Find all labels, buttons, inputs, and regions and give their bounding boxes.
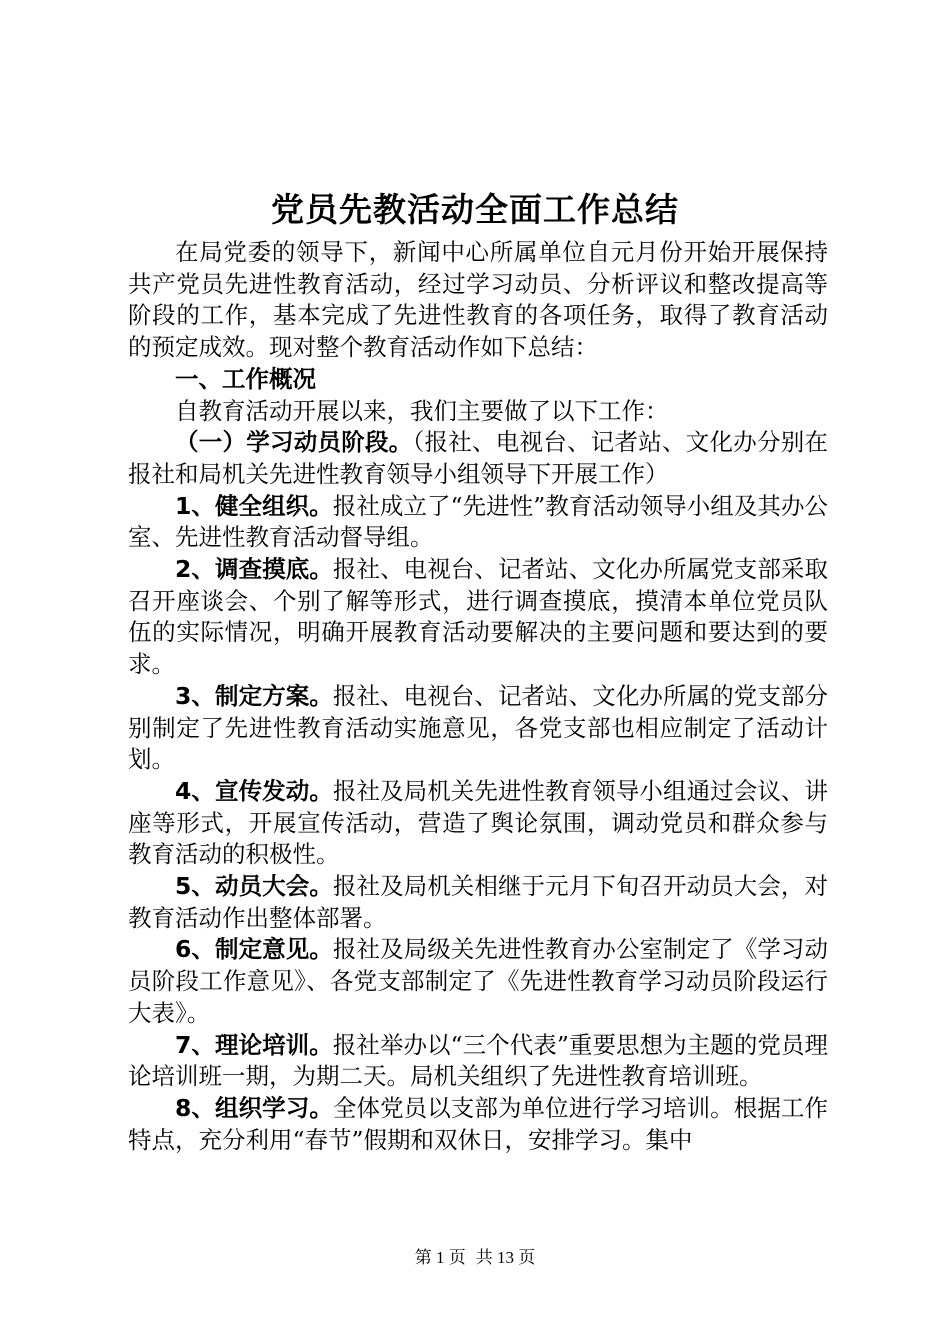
paragraph-text: 全体党员以支部为单位进行学习培训。根据工作特点，充分利用“春节”假期和双休日，安排学习。集中 (128, 1093, 828, 1154)
list-item (128, 554, 828, 681)
page-footer (0, 1243, 950, 1268)
paragraph-text: 报社及局机关相继于元月下旬召开动员大会，对教育活动作出整体部署。 (128, 872, 828, 932)
list-item (128, 1030, 828, 1093)
paragraph (128, 396, 828, 428)
list-item (128, 776, 828, 871)
paragraph-lead: 7、理论培训。 (175, 1030, 333, 1059)
list-item (128, 681, 828, 776)
paragraph-text: 报社及局机关先进性教育领导小组通过会议、讲座等形式，开展宣传活动，营造了舆论氛围，调动党员和群众参与教育活动的积极性。 (128, 776, 828, 869)
list-item (128, 871, 828, 934)
document-title: 党员先教活动全面工作总结 (271, 190, 679, 229)
paragraph-lead: 8、组织学习。 (175, 1093, 333, 1122)
paragraph-text: 报社、电视台、记者站、文化办所属党支部采取召开座谈会、个别了解等形式，进行调查摸底，摸清本单位党员队伍的实际情况，明确开展教育活动要解决的主要问题和要达到的要求。 (128, 555, 828, 679)
paragraph-text: 在局党委的领导下，新闻中心所属单位自元月份开始开展保持共产党员先进性教育活动，经过学习动员、分析评议和整改提高等阶段的工作，基本完成了先进性教育的各项任务，取得了教育活动的预定成效。现对整个教育活动作如下总结： (128, 238, 828, 362)
paragraph-lead: （一）学习动员阶段。 (175, 428, 413, 457)
paragraph-text: 报社举办以“三个代表”重要思想为主题的党员理论培训班一期，为期二天。局机关组织了先进性教育培训班。 (128, 1030, 828, 1091)
paragraph-intro (128, 237, 828, 364)
paragraph-text: 报社、电视台、记者站、文化办所属的党支部分别制定了先进性教育活动实施意见，各党支部也相应制定了活动计划。 (128, 681, 828, 774)
paragraph-text: 自教育活动开展以来，我们主要做了以下工作： (175, 396, 669, 425)
list-item (128, 1093, 828, 1156)
page-number: 第 1 页 (414, 1248, 466, 1267)
paragraph-lead: 一、工作概况 (175, 364, 316, 393)
paragraph-text: 报社成立了“先进性”教育活动领导小组及其办公室、先进性教育活动督导组。 (128, 491, 828, 552)
paragraph-lead: 2、调查摸底。 (175, 555, 333, 584)
list-item (128, 491, 828, 554)
paragraph-lead: 3、制定方案。 (175, 681, 333, 710)
paragraph-lead: 5、动员大会。 (175, 872, 333, 901)
paragraph-text: 报社及局级关先进性教育办公室制定了《学习动员阶段工作意见》、各党支部制定了《先进性教育学习动员阶段运行大表》。 (128, 935, 828, 1027)
document-body (128, 237, 828, 1156)
paragraph-text: （报社、电视台、记者站、文化办分别在报社和局机关先进性教育领导小组领导下开展工作） (128, 428, 828, 488)
paragraph-lead: 6、制定意见。 (175, 935, 333, 964)
paragraph-lead: 4、宣传发动。 (175, 776, 333, 805)
page-total: 共 13 页 (475, 1248, 536, 1267)
subsection-heading (128, 427, 828, 490)
list-item (128, 934, 828, 1029)
section-heading (128, 364, 828, 396)
paragraph-lead: 1、健全组织。 (175, 491, 333, 520)
